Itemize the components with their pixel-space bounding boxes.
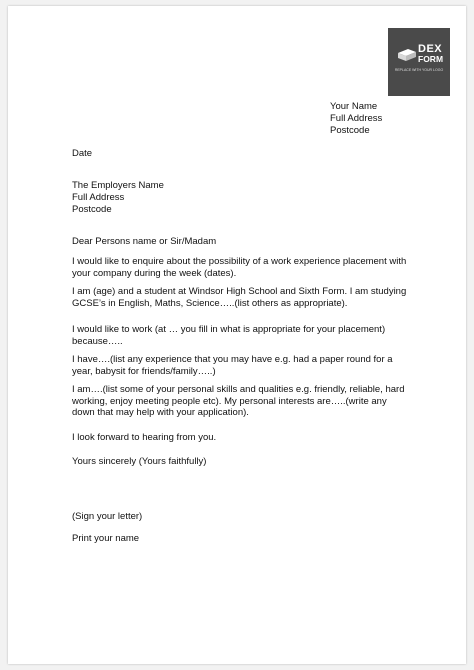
print-name: Print your name — [72, 533, 140, 544]
recipient-postcode: Postcode — [72, 204, 112, 215]
sender-name: Your Name — [330, 101, 378, 112]
logo-line-2: FORM — [418, 54, 444, 64]
paragraph-closing-line: I look forward to hearing from you. — [72, 432, 217, 443]
sender-address: Full Address — [330, 113, 383, 124]
paragraph-placement: I would like to work (at … you fill in what is appropriate for your placement) because….. — [72, 324, 386, 347]
book-icon — [396, 47, 418, 65]
letter-date: Date — [72, 148, 93, 159]
paragraph-enquiry: I would like to enquire about the possibility of a work experience placement with your company during the week (dates). — [72, 256, 407, 279]
recipient-name: The Employers Name — [72, 180, 164, 191]
letter-page — [8, 6, 466, 664]
salutation: Dear Persons name or Sir/Madam — [72, 236, 217, 247]
logo-tagline: REPLACE WITH YOUR LOGO — [394, 68, 444, 72]
company-logo — [388, 28, 450, 96]
paragraph-about-me: I am (age) and a student at Windsor High School and Sixth Form. I am studying GCSE’s in English, Maths, Science…..(list others as appropriate). — [72, 286, 407, 309]
recipient-address: Full Address — [72, 192, 125, 203]
signature-placeholder: (Sign your letter) — [72, 511, 143, 522]
paragraph-experience: I have….(list any experience that you may have e.g. had a paper round for a year, babysit for friends/family…..) — [72, 354, 393, 377]
closing: Yours sincerely (Yours faithfully) — [72, 456, 207, 467]
paragraph-skills: I am….(list some of your personal skills and qualities e.g. friendly, reliable, hard working, enjoy meeting people etc). My personal interests are…..(write any down that may help with your application). — [72, 384, 405, 418]
sender-postcode: Postcode — [330, 125, 370, 136]
logo-line-1: DEX — [418, 43, 443, 55]
